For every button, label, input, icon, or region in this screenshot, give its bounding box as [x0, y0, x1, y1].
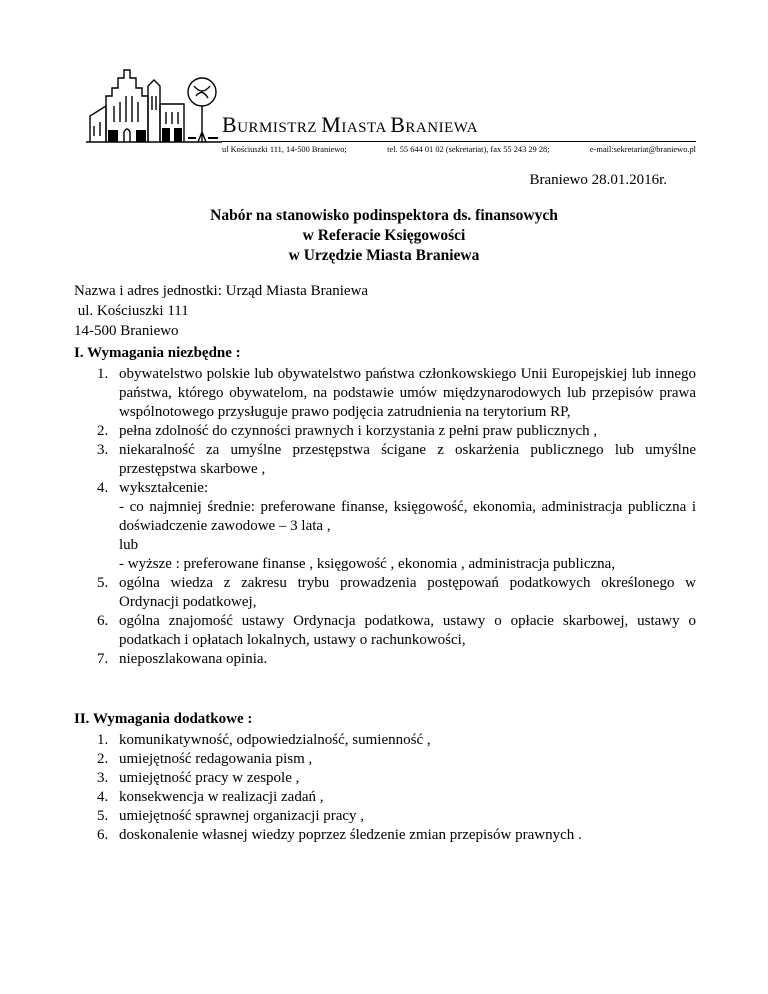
office-name — [222, 112, 478, 138]
address-line-1: Nazwa i adres jednostki: Urząd Miasta Braniewa — [74, 283, 369, 299]
document-date: Braniewo 28.01.2016r. — [529, 172, 667, 188]
education-or: lub — [119, 537, 139, 553]
list-item: 7. nieposzlakowana opinia. — [97, 651, 268, 667]
list-item: 3. niekaralność za umyślne przestępstwa ścigane z oskarżenia publicznego lub umyślne przestępstwa skarbowe , — [97, 442, 696, 477]
address-line-3: 14-500 Braniewo — [74, 323, 179, 339]
address-line-2: ul. Kościuszki 111 — [74, 303, 189, 319]
education-option-secondary: - co najmniej średnie: preferowane finanse, księgowość, ekonomia, administracja publiczna i doświadczenie zawodowe – 3 lata , — [119, 499, 696, 534]
title-line-3: w Urzędzie Miasta Braniewa — [288, 247, 480, 264]
list-item: 2. umiejętność redagowania pism , — [97, 751, 313, 767]
list-item: 5. umiejętność sprawnej organizacji pracy , — [97, 808, 365, 824]
list-item: 4. wykształcenie: - co najmniej średnie: preferowane finanse, księgowość, ekonomia, administracja publiczna i doświadczenie zawodowe – 3 lata , lub - wyższe : preferowane finanse , księgowość , ekonomia , administracja publiczna, — [97, 480, 696, 572]
list-item: 5. ogólna wiedza z zakresu trybu prowadzenia postępowań podatkowych określonego w Ordynacji podatkowej, — [97, 575, 696, 610]
contact-address: ul Kościuszki 111, 14-500 Braniewo; — [222, 145, 347, 154]
office-name-initial-3: B — [390, 112, 406, 137]
list-item: 1. obywatelstwo polskie lub obywatelstwo państwa członkowskiego Unii Europejskiej lub innego państwa, którego obywatelom, na podstawie umów międzynarodowych lub przepisów prawa wspólnotowego przysługuje prawo podjęcia zatrudnienia na terytorium RP, — [97, 366, 696, 420]
education-option-higher: - wyższe : preferowane finanse , księgowość , ekonomia , administracja publiczna, — [119, 556, 616, 572]
list-item: 3. umiejętność pracy w zespole , — [97, 770, 300, 786]
section-1-list — [74, 365, 696, 669]
list-item: 6. doskonalenie własnej wiedzy poprzez śledzenie zmian przepisów prawnych . — [97, 827, 582, 843]
contact-email: e-mail:sekretariat@braniewo.pl — [589, 145, 696, 154]
office-name-rest-1: URMISTRZ — [237, 120, 318, 136]
office-name-initial-1: B — [222, 112, 238, 137]
town-hall-logo — [84, 66, 224, 144]
title-line-1: Nabór na stanowisko podinspektora ds. finansowych — [210, 207, 558, 224]
document-title — [0, 206, 768, 266]
section-2-list — [74, 731, 696, 845]
office-name-initial-2: M — [321, 112, 342, 137]
office-name-rest-3: RANIEWA — [405, 120, 479, 136]
list-item: 6. ogólna znajomość ustawy Ordynacja podatkowa, ustawy o opłacie skarbowej, ustawy o podatkach i opłatach lokalnych, ustawy o rachunkowości, — [97, 613, 696, 648]
unit-address — [74, 281, 368, 341]
section-1-heading: I. Wymagania niezbędne : — [74, 345, 241, 361]
title-line-2: w Referacie Księgowości — [302, 227, 466, 244]
header-divider — [222, 141, 696, 142]
office-name-rest-2: IASTA — [341, 120, 386, 136]
list-item: 2. pełna zdolność do czynności prawnych i korzystania z pełni praw publicznych , — [97, 423, 598, 439]
list-item: 1. komunikatywność, odpowiedzialność, sumienność , — [97, 732, 431, 748]
contact-line — [222, 145, 696, 154]
contact-phone: tel. 55 644 01 02 (sekretariat), fax 55 243 29 28; — [387, 145, 550, 154]
list-item: 4. konsekwencja w realizacji zadań , — [97, 789, 324, 805]
section-2-heading: II. Wymagania dodatkowe : — [74, 711, 253, 727]
